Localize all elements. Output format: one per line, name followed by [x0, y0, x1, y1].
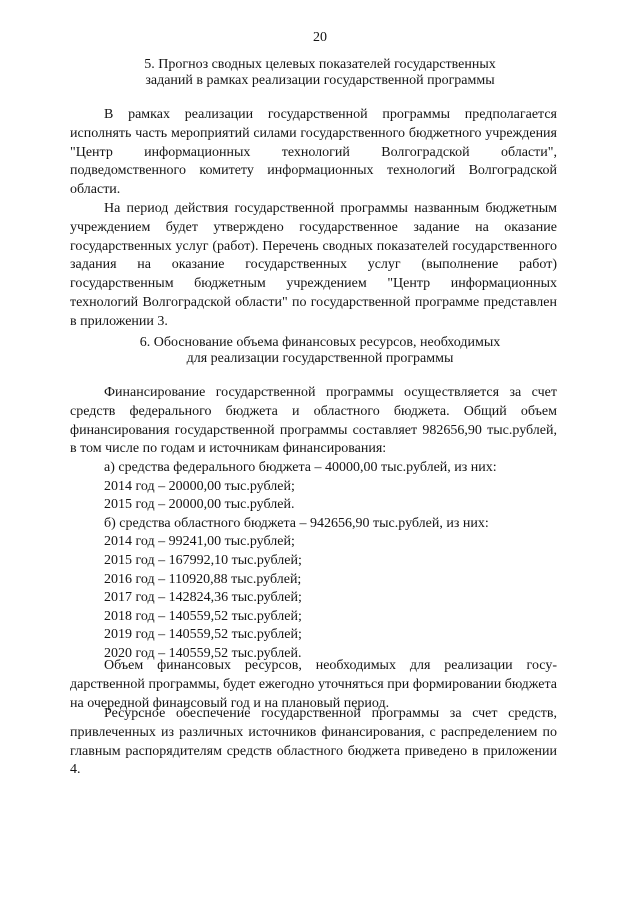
section-5-paragraph-2: На период действия государственной программы названным бюджетным учреждением будет утверждено государственное задание на оказание государственных услуг (работ). Перечень сводных показателей государственного задания на оказание государственных услуг (выполнение работ) государственным бюджетным учреждением "Центр информационных технологий Волгоградской области" по государственной программе представлен в приложении 3. [70, 201, 557, 329]
funding-line-regional-2017: 2017 год – 142824,36 тыс.рублей; [104, 590, 302, 606]
funding-line-regional-2014: 2014 год – 99241,00 тыс.рублей; [104, 534, 295, 550]
funding-line-regional-2016: 2016 год – 110920,88 тыс.рублей; [104, 571, 302, 587]
page-number: 20 [313, 30, 327, 45]
funding-line-federal-2015: 2015 год – 20000,00 тыс.рублей. [104, 497, 295, 513]
section-6-paragraph-1: Финансирование государственной программы осуществляется за счет средств федерального бюджета и областного бюджета. Общий объем финансирования государственной программы составляет 982656,90 тыс.рублей, в том числе по годам и источникам финансирования: [70, 385, 557, 457]
section-6-heading [60, 335, 580, 367]
funding-line-regional-2018: 2018 год – 140559,52 тыс.рублей; [104, 608, 302, 624]
section-5-heading [60, 57, 580, 89]
funding-line-regional-2019: 2019 год – 140559,52 тыс.рублей; [104, 627, 302, 643]
section-6-heading-line-2: для реализации государственной программы [186, 351, 454, 366]
funding-line-regional-2015: 2015 год – 167992,10 тыс.рублей; [104, 552, 302, 568]
funding-line-regional-2020: 2020 год – 140559,52 тыс.рублей. [104, 645, 302, 661]
section-5-heading-line-1: 5. Прогноз сводных целевых показателей государственных [144, 57, 496, 72]
section-6-heading-line-1: 6. Обоснование объема финансовых ресурсов, необходимых [139, 335, 501, 350]
funding-line-regional-total: б) средства областного бюджета – 942656,90 тыс.рублей, из них: [104, 515, 489, 531]
funding-line-federal-total: а) средства федерального бюджета – 40000,00 тыс.рублей, из них: [104, 460, 497, 475]
funding-line-federal-2014: 2014 год – 20000,00 тыс.рублей; [104, 478, 295, 494]
section-5-heading-line-2: заданий в рамках реализации государственной программы [145, 73, 495, 88]
section-6-paragraph-2: Объем финансовых ресурсов, необходимых для реализации государственной программы, будет ежегодно уточняться при формировании бюджета на очередной финансовый год и на плановый период. [70, 658, 557, 711]
section-6-paragraph-3: Ресурсное обеспечение государственной программы за счет средств, привлеченных из различных источников финансирования, с распределением по главным распорядителям средств областного бюджета приведено в приложении 4. [70, 706, 557, 778]
funding-list [104, 459, 497, 664]
section-5-paragraph-1: В рамках реализации государственной программы предполагается исполнять часть мероприятий силами государственного бюджетного учреждения "Центр информационных технологий Волгоградской области", подведомственного комитету информационных технологий Волгоградской области. [70, 107, 557, 198]
